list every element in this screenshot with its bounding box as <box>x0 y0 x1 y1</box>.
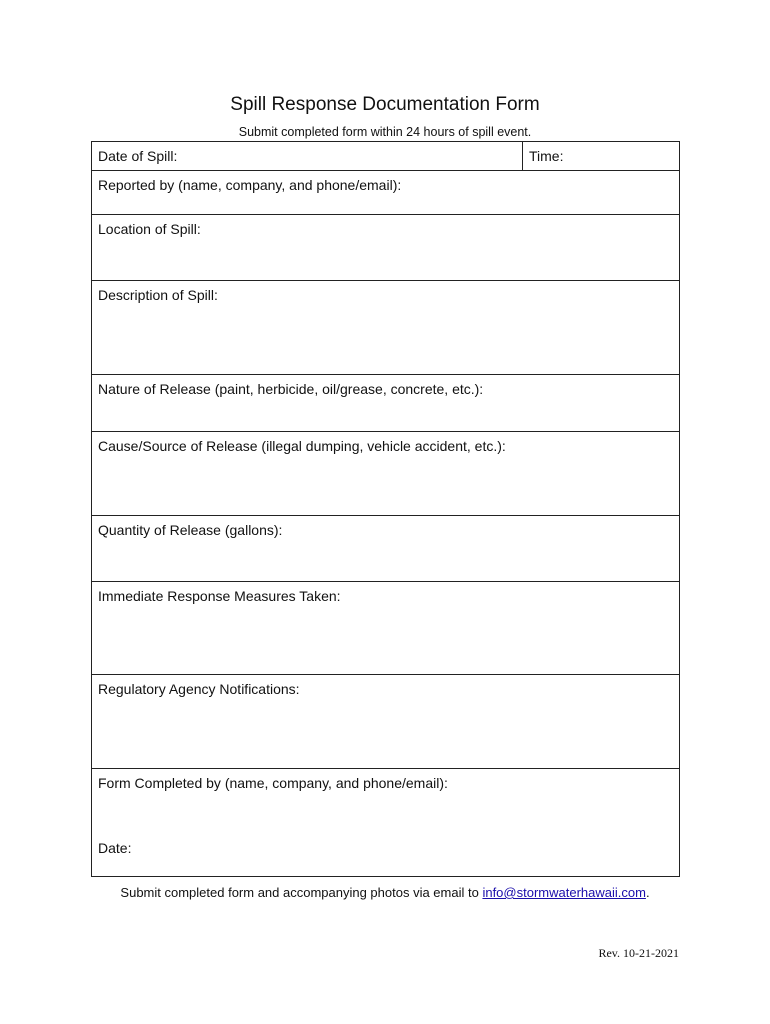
page-title: Spill Response Documentation Form <box>230 94 540 115</box>
nature-label: Nature of Release (paint, herbicide, oil/grease, concrete, etc.): <box>98 381 484 397</box>
notifications-label: Regulatory Agency Notifications: <box>98 681 300 697</box>
date-label: Date: <box>98 840 132 856</box>
date-time-row <box>92 142 679 171</box>
completed-by-label: Form Completed by (name, company, and phone/email): <box>98 775 448 791</box>
quantity-label: Quantity of Release (gallons): <box>98 522 283 538</box>
location-label: Location of Spill: <box>98 221 201 237</box>
reported-by-row <box>92 171 679 215</box>
footer-text: Submit completed form and accompanying photos via email to <box>120 885 483 900</box>
notifications-row <box>92 675 679 769</box>
reported-by-label: Reported by (name, company, and phone/email): <box>98 177 402 193</box>
revision-label: Rev. 10-21-2021 <box>598 946 679 960</box>
email-link[interactable]: info@stormwaterhawaii.com <box>482 885 646 900</box>
page-subtitle: Submit completed form within 24 hours of spill event. <box>238 125 532 139</box>
footer-note <box>0 885 770 900</box>
response-label: Immediate Response Measures Taken: <box>98 588 341 604</box>
nature-row <box>92 375 679 432</box>
description-label: Description of Spill: <box>98 287 218 303</box>
description-row <box>92 281 679 375</box>
location-row <box>92 215 679 281</box>
cause-label: Cause/Source of Release (illegal dumping, vehicle accident, etc.): <box>98 438 506 454</box>
date-of-spill-label: Date of Spill: <box>98 148 178 164</box>
cause-row <box>92 432 679 516</box>
spill-form-table <box>91 141 680 877</box>
completed-by-row <box>92 769 679 876</box>
time-label: Time: <box>529 148 564 164</box>
response-row <box>92 582 679 675</box>
footer-period: . <box>645 885 650 900</box>
time-cell <box>522 142 679 170</box>
quantity-row <box>92 516 679 582</box>
